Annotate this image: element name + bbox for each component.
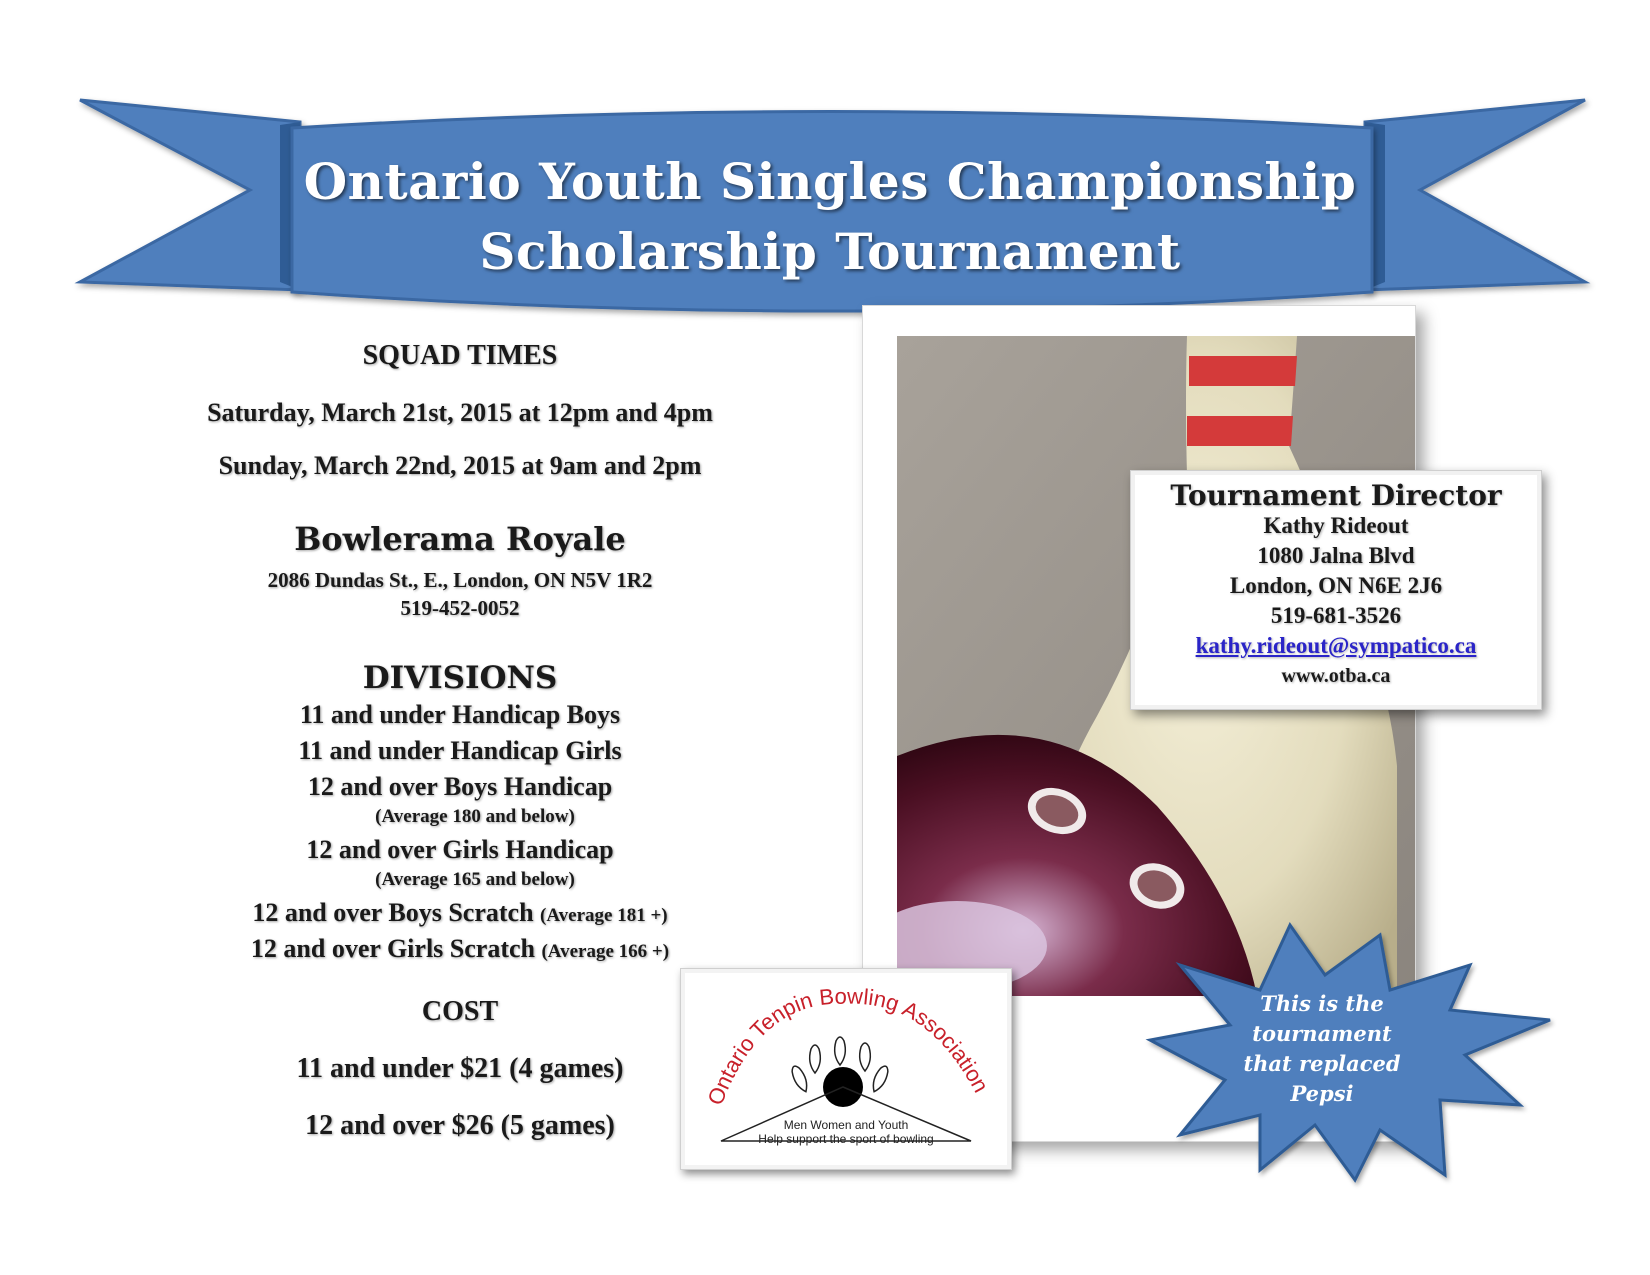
cost-over-12: 12 and over $26 (5 games) xyxy=(305,1110,615,1141)
director-heading: Tournament Director xyxy=(1170,479,1502,512)
director-name: Kathy Rideout xyxy=(1263,513,1409,538)
director-phone: 519-681-3526 xyxy=(1270,603,1402,628)
otba-logo-box xyxy=(680,968,1012,1170)
banner-title-line-1: Ontario Youth Singles Championship xyxy=(303,152,1357,211)
divisions-heading: DIVISIONS xyxy=(362,660,558,696)
director-city: London, ON N6E 2J6 xyxy=(1229,573,1443,598)
division-item: 12 and over Girls Handicap xyxy=(306,835,614,864)
director-street: 1080 Jalna Blvd xyxy=(1257,543,1415,568)
otba-logo-tagline-1: Men Women and Youth xyxy=(783,1118,909,1132)
cost-heading: COST xyxy=(421,996,499,1027)
otba-logo-tagline-2: Help support the sport of bowling xyxy=(758,1132,934,1146)
squad-times-heading: SQUAD TIMES xyxy=(362,340,558,371)
squad-time-saturday: Saturday, March 21st, 2015 at 12pm and 4pm xyxy=(207,398,713,427)
division-note: (Average 166 +) xyxy=(541,941,670,962)
division-note: (Average 181 +) xyxy=(540,905,668,926)
banner-title-line-2: Scholarship Tournament xyxy=(479,222,1181,281)
venue-name: Bowlerama Royale xyxy=(294,520,626,558)
cost-under-11: 11 and under $21 (4 games) xyxy=(296,1053,624,1084)
division-item: 11 and under Handicap Girls xyxy=(298,736,622,765)
squad-time-sunday: Sunday, March 22nd, 2015 at 9am and 2pm xyxy=(218,451,702,480)
division-item-boys-scratch xyxy=(150,898,770,928)
otba-logo xyxy=(681,969,1011,1169)
venue-address: 2086 Dundas St., E., London, ON N5V 1R2 xyxy=(267,568,653,592)
starburst-line-2: tournament xyxy=(1252,1021,1392,1046)
starburst-line-4: Pepsi xyxy=(1290,1081,1354,1106)
division-note: (Average 165 and below) xyxy=(375,869,575,890)
starburst-line-3: that replaced xyxy=(1243,1051,1401,1076)
director-website[interactable]: www.otba.ca xyxy=(1281,665,1391,687)
director-email-link[interactable]: kathy.rideout@sympatico.ca xyxy=(1195,633,1477,658)
division-main: 12 and over Boys Scratch xyxy=(252,898,534,927)
division-item: 11 and under Handicap Boys xyxy=(299,700,621,729)
starburst-line-1: This is the xyxy=(1260,991,1384,1016)
division-note: (Average 180 and below) xyxy=(375,806,575,827)
venue-phone: 519-452-0052 xyxy=(400,596,520,620)
starburst-callout xyxy=(1140,920,1560,1200)
otba-logo-org-name: Ontario Tenpin Bowling Association xyxy=(702,983,994,1109)
tournament-director-box xyxy=(1130,470,1542,710)
division-item-girls-scratch xyxy=(150,934,770,964)
division-item: 12 and over Boys Handicap xyxy=(307,772,613,801)
division-main: 12 and over Girls Scratch xyxy=(250,934,535,963)
